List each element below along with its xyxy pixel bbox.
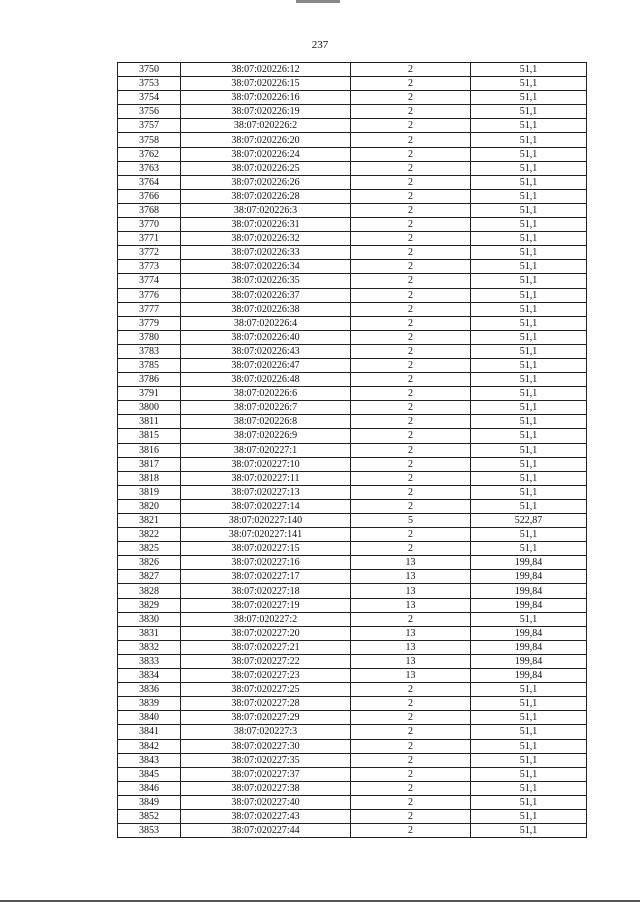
table-row — [118, 105, 587, 119]
count-cell: 2 — [351, 457, 471, 471]
record-number-cell: 3839 — [118, 697, 181, 711]
record-number-cell: 3771 — [118, 232, 181, 246]
table-row — [118, 809, 587, 823]
area-cell: 51,1 — [471, 499, 587, 513]
table-row — [118, 781, 587, 795]
area-cell: 51,1 — [471, 274, 587, 288]
count-cell: 2 — [351, 189, 471, 203]
area-cell: 51,1 — [471, 795, 587, 809]
table-row — [118, 542, 587, 556]
table-row — [118, 528, 587, 542]
count-cell: 2 — [351, 711, 471, 725]
count-cell: 2 — [351, 443, 471, 457]
record-number-cell: 3827 — [118, 570, 181, 584]
table-row — [118, 373, 587, 387]
page-number: 237 — [311, 39, 329, 51]
record-number-cell: 3822 — [118, 528, 181, 542]
record-number-cell: 3791 — [118, 387, 181, 401]
record-number-cell: 3757 — [118, 119, 181, 133]
cadastral-number-cell: 38:07:020226:28 — [181, 189, 351, 203]
cadastral-number-cell: 38:07:020226:20 — [181, 133, 351, 147]
record-number-cell: 3756 — [118, 105, 181, 119]
cadastral-number-cell: 38:07:020226:40 — [181, 330, 351, 344]
count-cell: 2 — [351, 809, 471, 823]
area-cell: 51,1 — [471, 260, 587, 274]
count-cell: 2 — [351, 697, 471, 711]
record-number-cell: 3826 — [118, 556, 181, 570]
count-cell: 2 — [351, 161, 471, 175]
cadastral-number-cell: 38:07:020227:141 — [181, 528, 351, 542]
area-cell: 51,1 — [471, 387, 587, 401]
area-cell: 51,1 — [471, 63, 587, 77]
record-number-cell: 3750 — [118, 63, 181, 77]
table-row — [118, 358, 587, 372]
record-number-cell: 3842 — [118, 739, 181, 753]
table-row — [118, 725, 587, 739]
count-cell: 13 — [351, 556, 471, 570]
count-cell: 13 — [351, 584, 471, 598]
cadastral-number-cell: 38:07:020226:2 — [181, 119, 351, 133]
table-row — [118, 584, 587, 598]
table-row — [118, 316, 587, 330]
record-number-cell: 3831 — [118, 626, 181, 640]
record-number-cell: 3817 — [118, 457, 181, 471]
count-cell: 2 — [351, 528, 471, 542]
count-cell: 2 — [351, 316, 471, 330]
record-number-cell: 3833 — [118, 654, 181, 668]
record-number-cell: 3818 — [118, 471, 181, 485]
cadastral-number-cell: 38:07:020226:12 — [181, 63, 351, 77]
area-cell: 51,1 — [471, 739, 587, 753]
registry-table — [117, 62, 587, 838]
area-cell: 51,1 — [471, 119, 587, 133]
cadastral-number-cell: 38:07:020226:19 — [181, 105, 351, 119]
cadastral-number-cell: 38:07:020226:24 — [181, 147, 351, 161]
count-cell: 2 — [351, 485, 471, 499]
cadastral-number-cell: 38:07:020226:9 — [181, 429, 351, 443]
count-cell: 2 — [351, 401, 471, 415]
area-cell: 51,1 — [471, 358, 587, 372]
cadastral-number-cell: 38:07:020227:1 — [181, 443, 351, 457]
count-cell: 2 — [351, 232, 471, 246]
area-cell: 51,1 — [471, 528, 587, 542]
cadastral-number-cell: 38:07:020226:33 — [181, 246, 351, 260]
area-cell: 522,87 — [471, 514, 587, 528]
cadastral-number-cell: 38:07:020227:20 — [181, 626, 351, 640]
cadastral-number-cell: 38:07:020227:25 — [181, 683, 351, 697]
record-number-cell: 3779 — [118, 316, 181, 330]
count-cell: 2 — [351, 203, 471, 217]
table-row — [118, 556, 587, 570]
table-row — [118, 246, 587, 260]
table-row — [118, 203, 587, 217]
count-cell: 2 — [351, 767, 471, 781]
table-row — [118, 499, 587, 513]
cadastral-number-cell: 38:07:020227:11 — [181, 471, 351, 485]
record-number-cell: 3764 — [118, 175, 181, 189]
table-row — [118, 330, 587, 344]
table-row — [118, 824, 587, 838]
count-cell: 2 — [351, 218, 471, 232]
table-row — [118, 612, 587, 626]
count-cell: 13 — [351, 570, 471, 584]
table-row — [118, 274, 587, 288]
record-number-cell: 3763 — [118, 161, 181, 175]
count-cell: 2 — [351, 358, 471, 372]
cadastral-number-cell: 38:07:020226:25 — [181, 161, 351, 175]
area-cell: 51,1 — [471, 809, 587, 823]
area-cell: 51,1 — [471, 344, 587, 358]
table-row — [118, 570, 587, 584]
count-cell: 13 — [351, 640, 471, 654]
table-row — [118, 753, 587, 767]
table-row — [118, 119, 587, 133]
area-cell: 51,1 — [471, 711, 587, 725]
record-number-cell: 3777 — [118, 302, 181, 316]
count-cell: 2 — [351, 105, 471, 119]
count-cell: 2 — [351, 612, 471, 626]
record-number-cell: 3852 — [118, 809, 181, 823]
table-row — [118, 654, 587, 668]
area-cell: 51,1 — [471, 781, 587, 795]
count-cell: 2 — [351, 781, 471, 795]
area-cell: 199,84 — [471, 556, 587, 570]
area-cell: 51,1 — [471, 415, 587, 429]
count-cell: 2 — [351, 288, 471, 302]
cadastral-number-cell: 38:07:020227:22 — [181, 654, 351, 668]
area-cell: 51,1 — [471, 302, 587, 316]
area-cell: 51,1 — [471, 133, 587, 147]
cadastral-number-cell: 38:07:020227:15 — [181, 542, 351, 556]
record-number-cell: 3762 — [118, 147, 181, 161]
record-number-cell: 3773 — [118, 260, 181, 274]
record-number-cell: 3821 — [118, 514, 181, 528]
cadastral-number-cell: 38:07:020227:10 — [181, 457, 351, 471]
cadastral-number-cell: 38:07:020227:43 — [181, 809, 351, 823]
table-row — [118, 302, 587, 316]
area-cell: 51,1 — [471, 443, 587, 457]
cadastral-number-cell: 38:07:020227:30 — [181, 739, 351, 753]
scan-mark — [296, 0, 340, 3]
table-row — [118, 175, 587, 189]
cadastral-number-cell: 38:07:020226:16 — [181, 91, 351, 105]
record-number-cell: 3776 — [118, 288, 181, 302]
area-cell: 51,1 — [471, 147, 587, 161]
count-cell: 2 — [351, 387, 471, 401]
count-cell: 13 — [351, 598, 471, 612]
cadastral-number-cell: 38:07:020227:23 — [181, 669, 351, 683]
count-cell: 13 — [351, 669, 471, 683]
area-cell: 51,1 — [471, 91, 587, 105]
table-row — [118, 147, 587, 161]
count-cell: 2 — [351, 725, 471, 739]
area-cell: 51,1 — [471, 753, 587, 767]
record-number-cell: 3829 — [118, 598, 181, 612]
area-cell: 51,1 — [471, 232, 587, 246]
cadastral-number-cell: 38:07:020227:3 — [181, 725, 351, 739]
table-row — [118, 443, 587, 457]
record-number-cell: 3783 — [118, 344, 181, 358]
cadastral-number-cell: 38:07:020227:19 — [181, 598, 351, 612]
cadastral-number-cell: 38:07:020227:140 — [181, 514, 351, 528]
area-cell: 51,1 — [471, 612, 587, 626]
table-row — [118, 514, 587, 528]
record-number-cell: 3840 — [118, 711, 181, 725]
record-number-cell: 3758 — [118, 133, 181, 147]
count-cell: 13 — [351, 626, 471, 640]
table-row — [118, 598, 587, 612]
area-cell: 51,1 — [471, 330, 587, 344]
record-number-cell: 3843 — [118, 753, 181, 767]
count-cell: 2 — [351, 246, 471, 260]
cadastral-number-cell: 38:07:020226:47 — [181, 358, 351, 372]
area-cell: 51,1 — [471, 542, 587, 556]
table-row — [118, 711, 587, 725]
count-cell: 2 — [351, 274, 471, 288]
area-cell: 51,1 — [471, 767, 587, 781]
count-cell: 2 — [351, 330, 471, 344]
table-row — [118, 133, 587, 147]
area-cell: 51,1 — [471, 683, 587, 697]
area-cell: 51,1 — [471, 175, 587, 189]
cadastral-number-cell: 38:07:020226:7 — [181, 401, 351, 415]
area-cell: 51,1 — [471, 246, 587, 260]
table-row — [118, 344, 587, 358]
cadastral-number-cell: 38:07:020226:8 — [181, 415, 351, 429]
cadastral-number-cell: 38:07:020227:37 — [181, 767, 351, 781]
count-cell: 2 — [351, 344, 471, 358]
count-cell: 2 — [351, 824, 471, 838]
cadastral-number-cell: 38:07:020227:28 — [181, 697, 351, 711]
area-cell: 51,1 — [471, 824, 587, 838]
area-cell: 51,1 — [471, 471, 587, 485]
table-row — [118, 189, 587, 203]
cadastral-number-cell: 38:07:020226:3 — [181, 203, 351, 217]
record-number-cell: 3785 — [118, 358, 181, 372]
table-row — [118, 161, 587, 175]
table-row — [118, 91, 587, 105]
cadastral-number-cell: 38:07:020226:38 — [181, 302, 351, 316]
count-cell: 5 — [351, 514, 471, 528]
count-cell: 2 — [351, 429, 471, 443]
count-cell: 2 — [351, 133, 471, 147]
count-cell: 2 — [351, 471, 471, 485]
table-row — [118, 401, 587, 415]
count-cell: 2 — [351, 499, 471, 513]
table-row — [118, 697, 587, 711]
area-cell: 199,84 — [471, 570, 587, 584]
table-row — [118, 387, 587, 401]
record-number-cell: 3811 — [118, 415, 181, 429]
count-cell: 2 — [351, 683, 471, 697]
record-number-cell: 3845 — [118, 767, 181, 781]
area-cell: 51,1 — [471, 288, 587, 302]
table-row — [118, 767, 587, 781]
count-cell: 2 — [351, 91, 471, 105]
count-cell: 2 — [351, 175, 471, 189]
record-number-cell: 3772 — [118, 246, 181, 260]
area-cell: 199,84 — [471, 669, 587, 683]
area-cell: 51,1 — [471, 373, 587, 387]
area-cell: 51,1 — [471, 203, 587, 217]
table-row — [118, 218, 587, 232]
area-cell: 51,1 — [471, 105, 587, 119]
count-cell: 2 — [351, 147, 471, 161]
record-number-cell: 3828 — [118, 584, 181, 598]
count-cell: 2 — [351, 795, 471, 809]
table-row — [118, 63, 587, 77]
record-number-cell: 3753 — [118, 77, 181, 91]
area-cell: 51,1 — [471, 485, 587, 499]
area-cell: 51,1 — [471, 189, 587, 203]
table-row — [118, 288, 587, 302]
table-row — [118, 415, 587, 429]
cadastral-number-cell: 38:07:020227:14 — [181, 499, 351, 513]
area-cell: 51,1 — [471, 697, 587, 711]
cadastral-number-cell: 38:07:020226:37 — [181, 288, 351, 302]
record-number-cell: 3841 — [118, 725, 181, 739]
cadastral-number-cell: 38:07:020227:13 — [181, 485, 351, 499]
table-row — [118, 429, 587, 443]
cadastral-number-cell: 38:07:020226:4 — [181, 316, 351, 330]
cadastral-number-cell: 38:07:020226:34 — [181, 260, 351, 274]
cadastral-number-cell: 38:07:020227:16 — [181, 556, 351, 570]
page-bottom-edge — [0, 900, 640, 902]
count-cell: 2 — [351, 302, 471, 316]
count-cell: 2 — [351, 260, 471, 274]
record-number-cell: 3836 — [118, 683, 181, 697]
table-row — [118, 640, 587, 654]
table-row — [118, 471, 587, 485]
cadastral-number-cell: 38:07:020227:18 — [181, 584, 351, 598]
record-number-cell: 3849 — [118, 795, 181, 809]
cadastral-number-cell: 38:07:020226:32 — [181, 232, 351, 246]
table-row — [118, 739, 587, 753]
count-cell: 2 — [351, 373, 471, 387]
cadastral-number-cell: 38:07:020226:43 — [181, 344, 351, 358]
area-cell: 51,1 — [471, 77, 587, 91]
area-cell: 51,1 — [471, 161, 587, 175]
record-number-cell: 3754 — [118, 91, 181, 105]
table-row — [118, 77, 587, 91]
area-cell: 51,1 — [471, 429, 587, 443]
record-number-cell: 3766 — [118, 189, 181, 203]
area-cell: 51,1 — [471, 401, 587, 415]
count-cell: 13 — [351, 654, 471, 668]
count-cell: 2 — [351, 753, 471, 767]
area-cell: 199,84 — [471, 640, 587, 654]
cadastral-number-cell: 38:07:020226:15 — [181, 77, 351, 91]
record-number-cell: 3786 — [118, 373, 181, 387]
record-number-cell: 3815 — [118, 429, 181, 443]
registry-table-body — [118, 63, 587, 838]
record-number-cell: 3800 — [118, 401, 181, 415]
table-row — [118, 232, 587, 246]
cadastral-number-cell: 38:07:020226:26 — [181, 175, 351, 189]
table-row — [118, 795, 587, 809]
record-number-cell: 3846 — [118, 781, 181, 795]
area-cell: 51,1 — [471, 218, 587, 232]
cadastral-number-cell: 38:07:020227:40 — [181, 795, 351, 809]
record-number-cell: 3768 — [118, 203, 181, 217]
area-cell: 51,1 — [471, 725, 587, 739]
table-row — [118, 626, 587, 640]
cadastral-number-cell: 38:07:020227:2 — [181, 612, 351, 626]
table-row — [118, 669, 587, 683]
count-cell: 2 — [351, 77, 471, 91]
count-cell: 2 — [351, 542, 471, 556]
record-number-cell: 3774 — [118, 274, 181, 288]
cadastral-number-cell: 38:07:020226:6 — [181, 387, 351, 401]
record-number-cell: 3830 — [118, 612, 181, 626]
table-row — [118, 683, 587, 697]
record-number-cell: 3820 — [118, 499, 181, 513]
cadastral-number-cell: 38:07:020227:44 — [181, 824, 351, 838]
count-cell: 2 — [351, 415, 471, 429]
record-number-cell: 3816 — [118, 443, 181, 457]
area-cell: 51,1 — [471, 316, 587, 330]
area-cell: 199,84 — [471, 654, 587, 668]
record-number-cell: 3853 — [118, 824, 181, 838]
table-row — [118, 485, 587, 499]
count-cell: 2 — [351, 739, 471, 753]
cadastral-number-cell: 38:07:020227:29 — [181, 711, 351, 725]
record-number-cell: 3819 — [118, 485, 181, 499]
cadastral-number-cell: 38:07:020226:48 — [181, 373, 351, 387]
cadastral-number-cell: 38:07:020227:17 — [181, 570, 351, 584]
cadastral-number-cell: 38:07:020226:31 — [181, 218, 351, 232]
record-number-cell: 3780 — [118, 330, 181, 344]
record-number-cell: 3770 — [118, 218, 181, 232]
cadastral-number-cell: 38:07:020227:21 — [181, 640, 351, 654]
area-cell: 199,84 — [471, 598, 587, 612]
cadastral-number-cell: 38:07:020226:35 — [181, 274, 351, 288]
count-cell: 2 — [351, 119, 471, 133]
record-number-cell: 3832 — [118, 640, 181, 654]
table-row — [118, 457, 587, 471]
area-cell: 199,84 — [471, 626, 587, 640]
area-cell: 199,84 — [471, 584, 587, 598]
table-row — [118, 260, 587, 274]
area-cell: 51,1 — [471, 457, 587, 471]
record-number-cell: 3834 — [118, 669, 181, 683]
cadastral-number-cell: 38:07:020227:35 — [181, 753, 351, 767]
cadastral-number-cell: 38:07:020227:38 — [181, 781, 351, 795]
count-cell: 2 — [351, 63, 471, 77]
record-number-cell: 3825 — [118, 542, 181, 556]
